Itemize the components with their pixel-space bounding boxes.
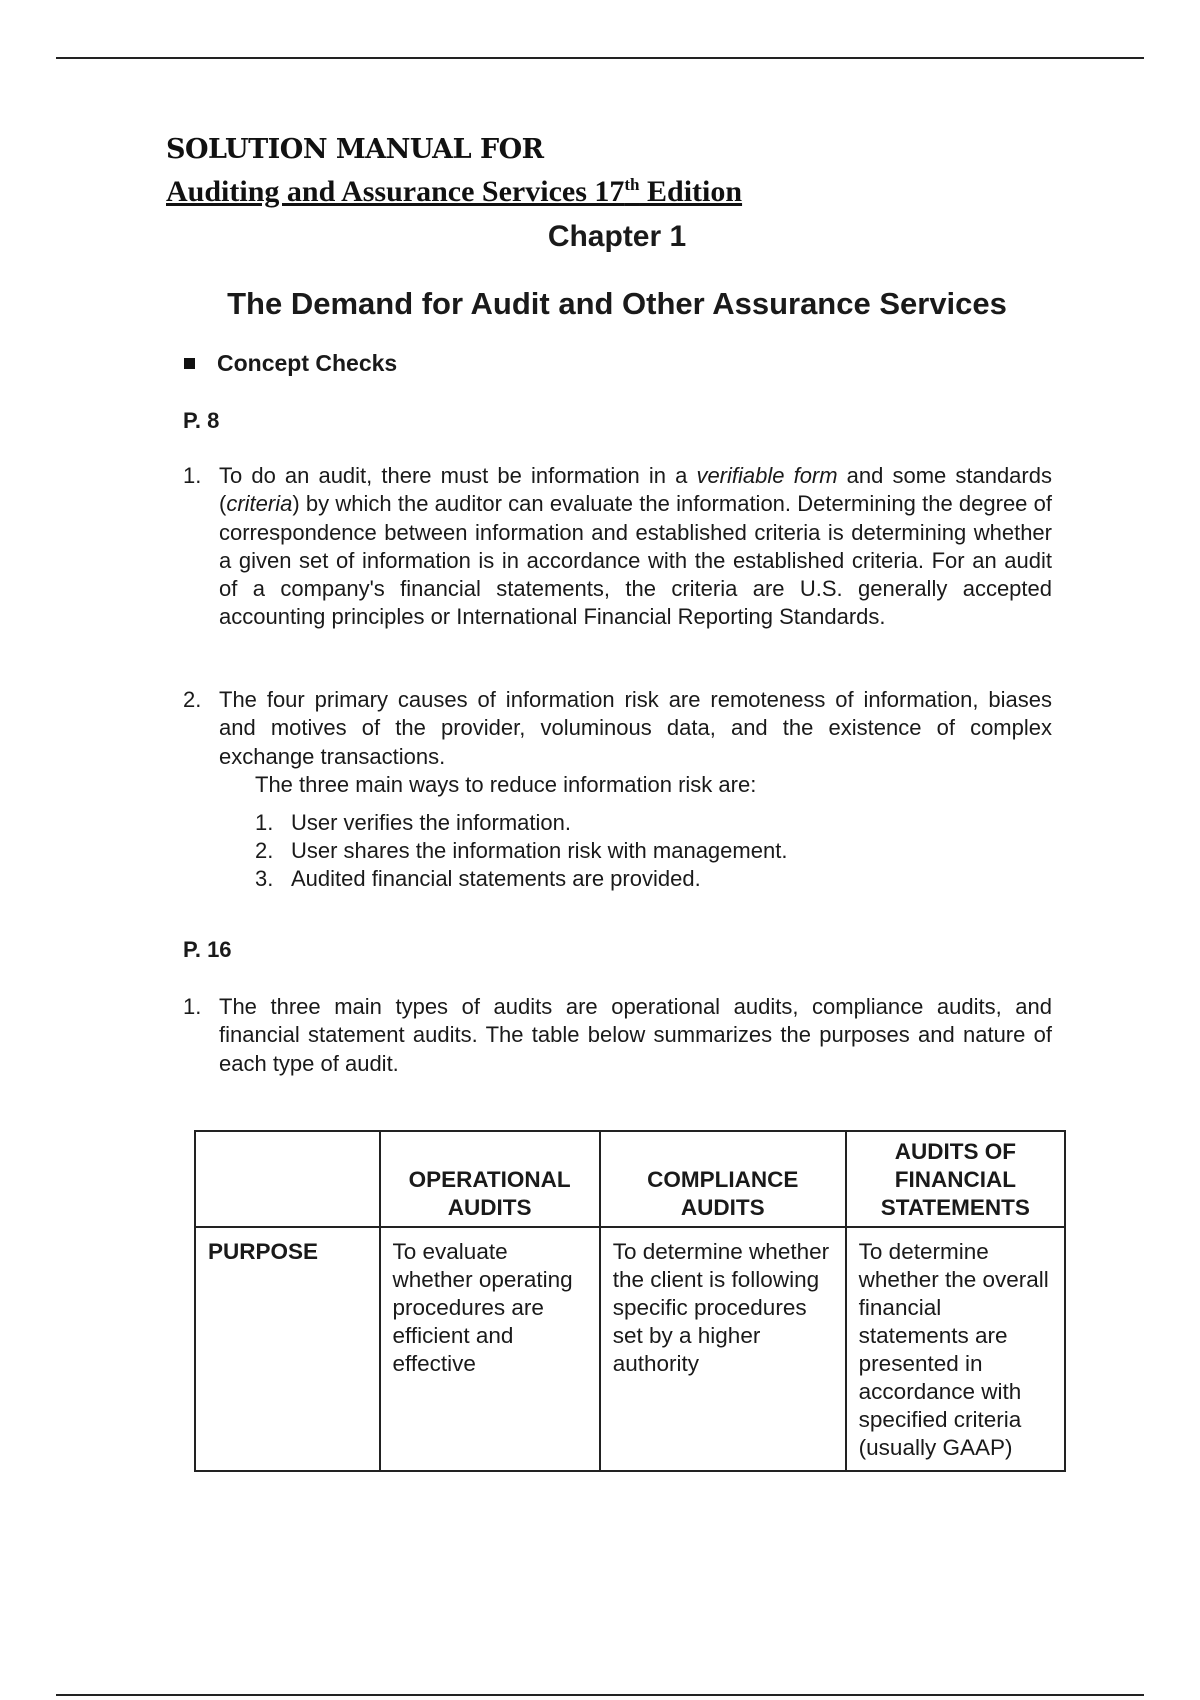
column-header-operational: OPERATIONAL AUDITS <box>380 1131 600 1227</box>
item-text: The three main types of audits are operational audits, compliance audits, and financial statement audits. The table below summarizes the purposes and nature of each type of audit. <box>219 994 1052 1076</box>
column-header-compliance: COMPLIANCE AUDITS <box>600 1131 846 1227</box>
list-item: 3. Audited financial statements are provided. <box>255 866 701 892</box>
chapter-heading: Chapter 1 <box>547 220 687 253</box>
table-cell: To determine whether the client is following specific procedures set by a higher authority <box>600 1227 846 1471</box>
table-cell: To determine whether the overall financial statements are presented in accordance with specified criteria (usually GAAP) <box>846 1227 1065 1471</box>
table-cell: To evaluate whether operating procedures are efficient and effective <box>380 1227 600 1471</box>
sub-list-lead: The three main ways to reduce information risk are: <box>255 771 757 797</box>
chapter-title: The Demand for Audit and Other Assurance Services <box>227 286 1007 321</box>
answer-item <box>183 993 1052 1078</box>
item-text: To do an audit, there must be information in a verifiable form and some standards (criteria) by which the auditor can evaluate the information. Determining the degree of correspondence between information and established criteria is determining whether a given set of information is in accordance with the established criteria. For an audit of a company's financial statements, the criteria are U.S. generally accepted accounting principles or International Financial Reporting Standards. <box>219 463 1052 630</box>
page-reference-p16: P. 16 <box>183 937 232 962</box>
answer-item <box>183 462 1052 632</box>
answer-item <box>183 686 1052 893</box>
bottom-rule <box>56 1694 1144 1696</box>
section-title: Concept Checks <box>217 350 398 376</box>
table-header-row <box>195 1131 1065 1227</box>
item-text: The four primary causes of information risk are remoteness of information, biases and motives of the provider, voluminous data, and the existence of complex exchange transactions. <box>219 687 1052 769</box>
page-reference-p8: P. 8 <box>183 408 220 433</box>
item-number: 1. <box>183 994 202 1019</box>
table-row <box>195 1227 1065 1471</box>
column-header-financial: AUDITS OF FINANCIAL STATEMENTS <box>846 1131 1065 1227</box>
book-title: Auditing and Assurance Services 17th Edition <box>166 175 743 208</box>
section-heading <box>184 350 397 377</box>
row-label: PURPOSE <box>195 1227 380 1471</box>
square-bullet-icon <box>184 358 195 369</box>
risk-reduction-list <box>255 809 1052 893</box>
list-item: 1. User verifies the information. <box>255 810 571 836</box>
top-rule <box>56 57 1144 59</box>
solution-manual-title: SOLUTION MANUAL FOR <box>166 134 544 165</box>
list-item: 2. User shares the information risk with management. <box>255 838 788 864</box>
audit-types-table <box>194 1130 1066 1472</box>
document-header <box>166 134 742 209</box>
item-number: 1. <box>183 463 202 488</box>
column-header-blank <box>195 1131 380 1227</box>
item-number: 2. <box>183 687 202 712</box>
